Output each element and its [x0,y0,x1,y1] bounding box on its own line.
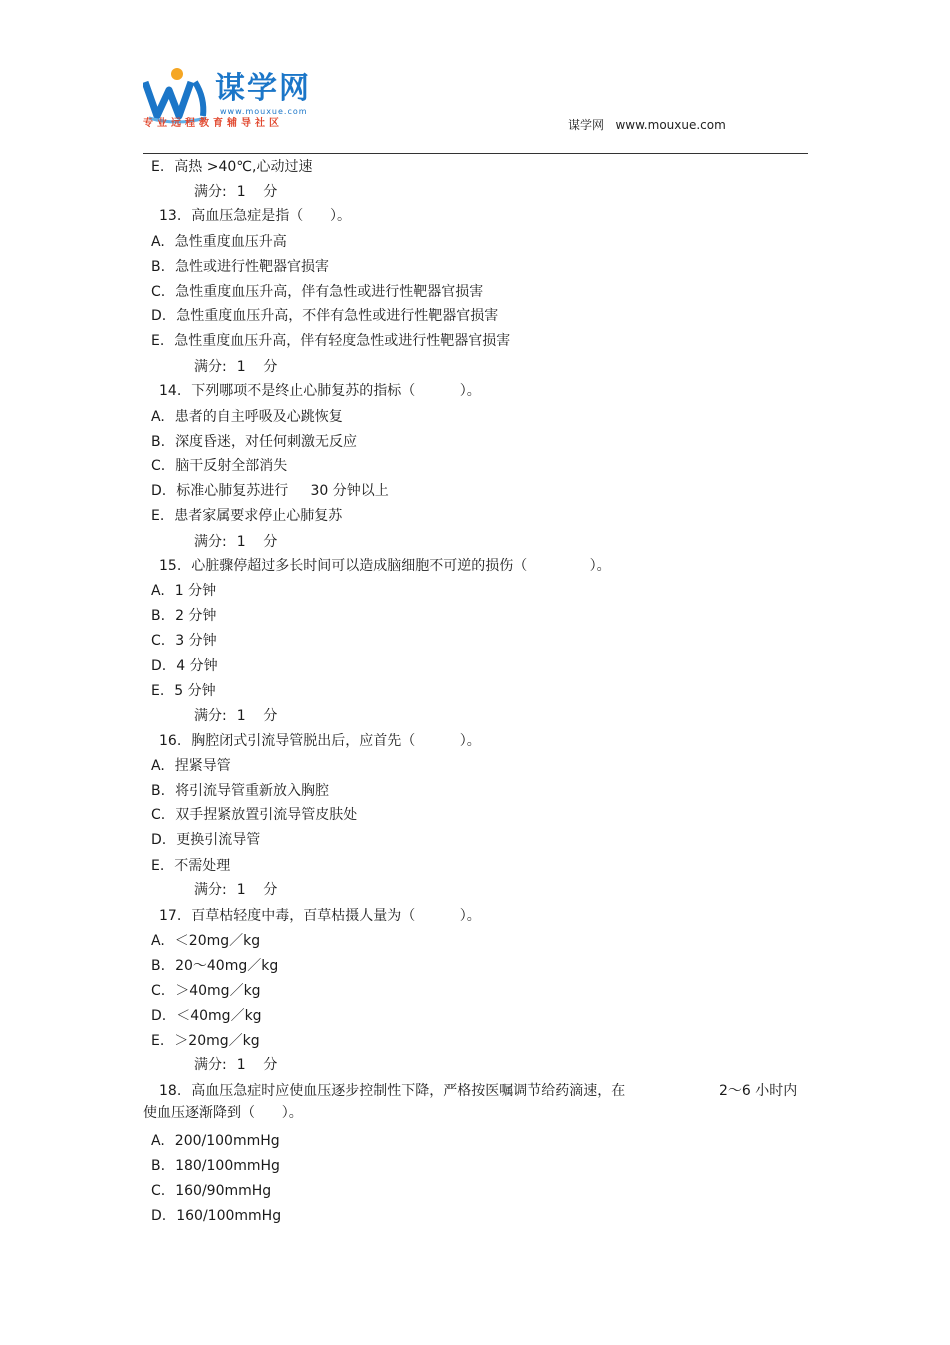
line-text: 160/100mmHg [176,1208,282,1224]
line-label: A. [151,409,165,425]
logo-url: www.mouxue.com [220,107,308,116]
line-text: 下列哪项不是终止心肺复苏的指标（ ）。 [191,383,481,399]
line-label: 16. [159,733,182,749]
text-line [159,733,481,749]
line-text: 胸腔闭式引流导管脱出后，应首先（ ）。 [191,733,481,749]
line-text: 3 分钟 [175,633,217,649]
line-label: 14. [159,383,182,399]
line-label: D. [151,1008,167,1024]
line-text: 5 分钟 [174,683,216,699]
logo-wordmark: 谋学网 [215,71,311,106]
line-label: 满分: [194,534,227,550]
line-label: C. [151,284,166,300]
line-label: E. [151,159,165,175]
text-line [151,458,287,474]
line-text: 2～6 小时内 [719,1083,798,1099]
line-text: 患者的自主呼吸及心跳恢复 [174,409,343,425]
text-line [151,658,218,674]
line-text: 1 分 [236,882,278,898]
line-label: D. [151,658,167,674]
header-site-info [568,118,726,132]
text-line [151,159,312,175]
line-text: 不需处理 [174,858,231,874]
text-line [151,284,483,300]
line-text: 高血压急症时应使血压逐步控制性下降，严格按医嘱调节给药滴速，在 [191,1083,626,1099]
line-label: 满分: [194,359,227,375]
line-text: 1 分 [236,184,278,200]
text-line [151,933,260,949]
text-line [151,434,357,450]
text-line [151,1008,262,1024]
header-site-url[interactable]: www.mouxue.com [615,118,726,132]
line-label: B. [151,783,166,799]
line-label: 15. [159,558,182,574]
text-line [159,383,481,399]
line-label: A. [151,758,165,774]
line-label: 17. [159,908,182,924]
text-line [151,483,389,499]
text-line [151,508,342,524]
line-text: 更换引流导管 [176,832,261,848]
text-line [151,758,231,774]
text-line [151,1208,281,1224]
header-divider [143,153,808,154]
text-line [194,708,277,724]
text-line [151,1183,271,1199]
line-text: 患者家属要求停止心肺复苏 [174,508,343,524]
text-line [159,208,351,224]
line-text: ＞20mg／kg [174,1033,260,1049]
text-line [151,858,230,874]
line-label: A. [151,933,165,949]
line-text: ＜20mg／kg [174,933,261,949]
line-text: 1 分 [236,359,278,375]
logo-slogan: 专业远程教育辅导社区 [143,118,283,129]
line-label: 满分: [194,882,227,898]
text-line [151,333,510,349]
line-text: 高热 >40℃,心动过速 [174,159,313,175]
text-line [151,783,329,799]
line-label: A. [151,583,165,599]
line-text: 180/100mmHg [175,1158,280,1174]
line-text: 标准心肺复苏进行 30 分钟以上 [176,483,389,499]
line-label: E. [151,683,165,699]
line-text: 深度昏迷，对任何刺激无反应 [175,434,358,450]
text-line [159,558,611,574]
line-text: 心脏骤停超过多长时间可以造成脑细胞不可逆的损伤（ ）。 [191,558,611,574]
line-label: E. [151,858,165,874]
line-label: 满分: [194,708,227,724]
line-label: E. [151,508,165,524]
text-line [159,1083,625,1099]
line-text: ＞40mg／kg [175,983,261,999]
line-text: 急性重度血压升高，不伴有急性或进行性靶器官损害 [176,308,499,324]
text-line [151,832,260,848]
line-label: D. [151,832,167,848]
line-label: B. [151,1158,166,1174]
header-site-name: 谋学网 [568,118,605,132]
text-line [151,807,357,823]
line-label: A. [151,234,165,250]
line-text: 1 分 [236,708,278,724]
line-text: 200/100mmHg [174,1133,280,1149]
line-label: C. [151,807,166,823]
text-line [719,1083,797,1099]
line-label: D. [151,1208,167,1224]
line-text: 1 分钟 [174,583,217,599]
line-text: 急性重度血压升高 [174,234,287,250]
line-label: 18. [159,1083,182,1099]
text-line [151,983,261,999]
line-label: E. [151,1033,165,1049]
line-text: 2 分钟 [175,608,217,624]
line-label: 满分: [194,184,227,200]
line-text: 1 分 [236,1057,278,1073]
line-text: 双手捏紧放置引流导管皮肤处 [175,807,358,823]
text-line [194,534,277,550]
line-label: C. [151,983,166,999]
line-text: 脑干反射全部消失 [175,458,288,474]
text-line [151,958,278,974]
line-label: B. [151,259,166,275]
line-text: 急性或进行性靶器官损害 [175,259,330,275]
text-line [151,1158,280,1174]
line-label: C. [151,458,166,474]
line-label: B. [151,608,166,624]
text-line [151,633,217,649]
line-text: ＜40mg／kg [176,1008,262,1024]
text-line [151,409,343,425]
line-text: 20～40mg／kg [175,958,279,974]
text-line [151,234,287,250]
line-text: 160/90mmHg [175,1183,272,1199]
text-line [151,583,216,599]
line-text: 4 分钟 [176,658,218,674]
text-line [151,608,216,624]
text-line [151,308,498,324]
line-label: D. [151,308,167,324]
line-label: E. [151,333,165,349]
line-text: 急性重度血压升高，伴有急性或进行性靶器官损害 [175,284,484,300]
text-line [194,1057,277,1073]
line-label: 满分: [194,1057,227,1073]
line-text: 将引流导管重新放入胸腔 [175,783,330,799]
line-text: 急性重度血压升高，伴有轻度急性或进行性靶器官损害 [174,333,511,349]
text-line [151,1033,260,1049]
line-label: C. [151,633,166,649]
text-line [143,1105,303,1121]
line-text: 捏紧导管 [174,758,231,774]
text-line [151,1133,280,1149]
text-line [151,683,216,699]
line-text: 1 分 [236,534,278,550]
line-label: B. [151,958,166,974]
text-line [194,184,277,200]
text-line [159,908,481,924]
text-line [194,882,277,898]
line-text: 高血压急症是指（ ）。 [191,208,351,224]
line-text: 百草枯轻度中毒，百草枯摄人量为（ ）。 [191,908,481,924]
line-label: 13. [159,208,182,224]
line-text: 使血压逐渐降到（ ）。 [143,1105,303,1121]
text-line [194,359,277,375]
line-label: A. [151,1133,165,1149]
line-label: D. [151,483,167,499]
line-label: B. [151,434,166,450]
line-label: C. [151,1183,166,1199]
text-line [151,259,329,275]
